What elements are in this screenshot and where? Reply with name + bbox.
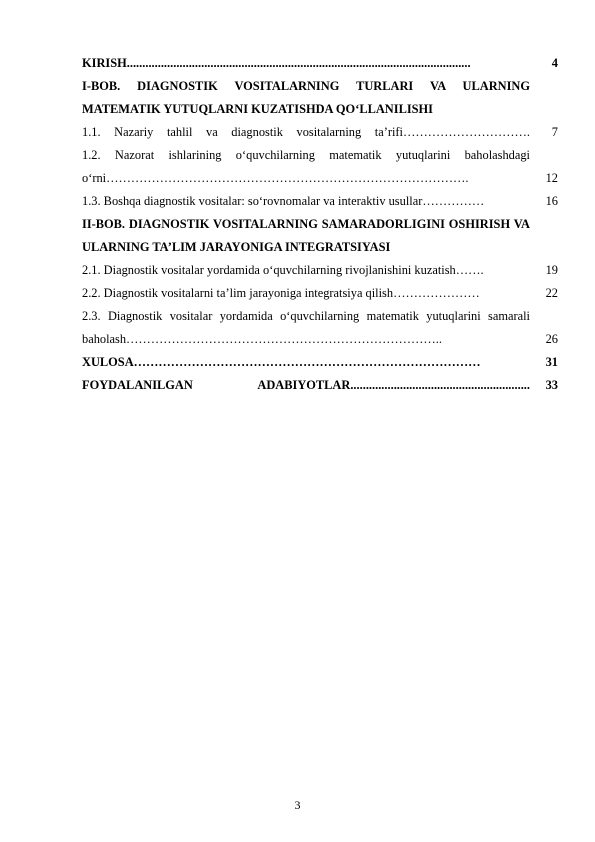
- toc-entry-kirish[interactable]: [82, 52, 558, 75]
- toc-entry-2-3[interactable]: [82, 305, 558, 351]
- table-of-contents: [82, 52, 558, 397]
- toc-entry-text: KIRISH...............................................................................................................: [82, 56, 471, 70]
- toc-entry-chapter-2[interactable]: [82, 213, 558, 259]
- toc-entry-text: II-BOB. DIAGNOSTIK VOSITALARNING SAMARADORLIGINI OSHIRISH VA ULARNING TA’LIM JARAYONIGA INTEGRATSIYASI: [82, 217, 530, 254]
- toc-entry-1-3[interactable]: [82, 190, 558, 213]
- toc-entry-1-1[interactable]: [82, 121, 558, 144]
- toc-entry-page: 33: [545, 378, 558, 392]
- toc-entry-2-2[interactable]: [82, 282, 558, 305]
- toc-entry-adabiyotlar[interactable]: [82, 374, 558, 397]
- toc-entry-1-2[interactable]: [82, 144, 558, 190]
- toc-entry-text: 2.1. Diagnostik vositalar yordamida o‘quvchilarning rivojlanishini kuzatish…….: [82, 263, 484, 277]
- toc-entry-page: 26: [545, 332, 558, 346]
- toc-entry-page: 4: [551, 56, 558, 70]
- toc-entry-text: XULOSA…………………………………………………………………………: [82, 355, 481, 369]
- page-number: 3: [294, 798, 301, 812]
- toc-entry-page: 22: [545, 286, 558, 300]
- toc-entry-text: 2.2. Diagnostik vositalarni ta’lim jarayoniga integratsiya qilish…………………: [82, 286, 480, 300]
- toc-entry-page: 31: [545, 355, 558, 369]
- toc-entry-2-1[interactable]: [82, 259, 558, 282]
- toc-entry-text: 1.1. Nazariy tahlil va diagnostik vositalarning ta’rifi………………………….: [82, 125, 530, 139]
- toc-entry-page: 19: [545, 263, 558, 277]
- toc-entry-text: 1.2. Nazorat ishlarining o‘quvchilarning matematik yutuqlarini baholashdagi o‘rni…………………………………………………………………………….: [82, 148, 530, 185]
- toc-entry-page: 7: [551, 125, 558, 139]
- toc-entry-chapter-1[interactable]: [82, 75, 558, 121]
- toc-entry-page: 12: [545, 171, 558, 185]
- toc-entry-page: 16: [545, 194, 558, 208]
- toc-entry-text: I-BOB. DIAGNOSTIK VOSITALARNING TURLARI VA ULARNING MATEMATIK YUTUQLARNI KUZATISHDA QO‘LLANILISHI: [82, 79, 530, 116]
- toc-entry-text: FOYDALANILGAN ADABIYOTLAR..........................................................: [82, 378, 530, 392]
- toc-entry-xulosa[interactable]: [82, 351, 558, 374]
- toc-entry-text: 2.3. Diagnostik vositalar yordamida o‘quvchilarning matematik yutuqlarini samarali baholash…………………………………………………………………..: [82, 309, 530, 346]
- toc-entry-text: 1.3. Boshqa diagnostik vositalar: so‘rovnomalar va interaktiv usullar……………: [82, 194, 485, 208]
